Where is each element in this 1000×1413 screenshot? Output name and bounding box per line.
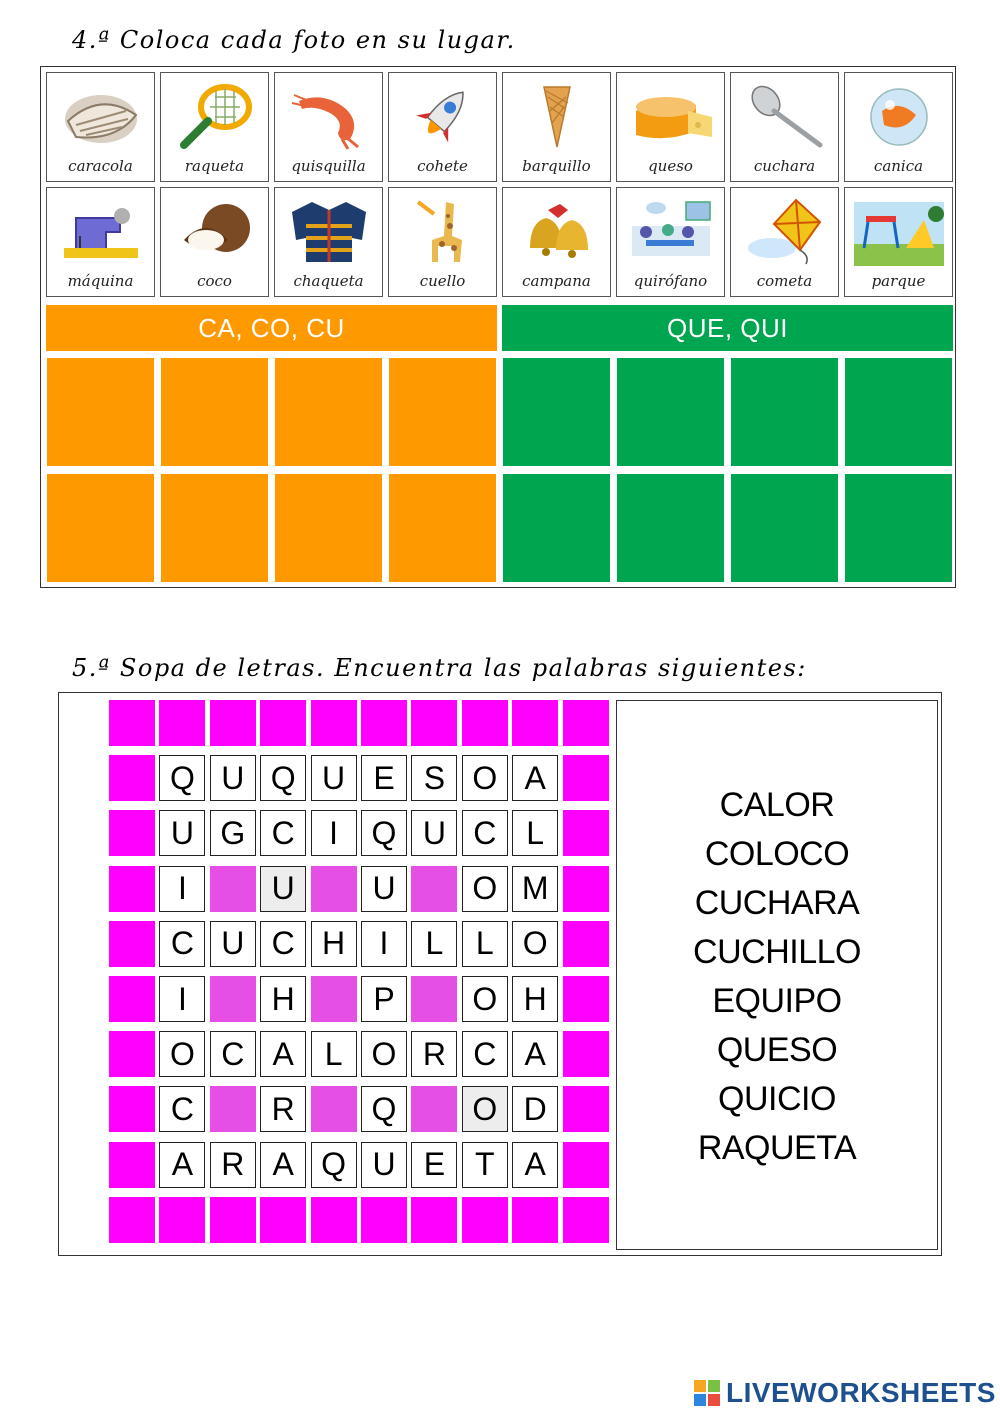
letter-cell[interactable]: Q bbox=[361, 810, 407, 856]
letter-cell[interactable]: T bbox=[462, 1142, 508, 1188]
letter-cell[interactable]: O bbox=[462, 755, 508, 801]
park-icon bbox=[845, 196, 952, 268]
ca-co-cu-drop-slot[interactable] bbox=[388, 473, 497, 583]
grid-border-cell bbox=[411, 700, 457, 746]
grid-border-cell bbox=[462, 700, 508, 746]
letter-cell[interactable]: I bbox=[311, 810, 357, 856]
que-qui-drop-slot[interactable] bbox=[502, 357, 611, 467]
letter-cell[interactable]: Q bbox=[361, 1086, 407, 1132]
coconut-icon bbox=[161, 196, 268, 268]
picture-label: canica bbox=[873, 157, 924, 175]
grid-hole-cell bbox=[210, 1086, 256, 1132]
que-qui-drop-slot[interactable] bbox=[616, 473, 725, 583]
grid-border-cell bbox=[109, 700, 155, 746]
grid-border-cell bbox=[260, 1197, 306, 1243]
grid-border-cell bbox=[109, 976, 155, 1022]
racket-icon bbox=[161, 81, 268, 153]
letter-cell[interactable]: U bbox=[311, 755, 357, 801]
grid-border-cell bbox=[361, 1197, 407, 1243]
grid-border-cell bbox=[109, 1031, 155, 1077]
picture-label: campana bbox=[522, 272, 591, 290]
letter-cell[interactable]: U bbox=[159, 810, 205, 856]
picture-label: parque bbox=[871, 272, 926, 290]
rocket-icon bbox=[389, 81, 496, 153]
letter-cell[interactable]: O bbox=[462, 866, 508, 912]
grid-border-cell bbox=[563, 976, 609, 1022]
picture-label: coco bbox=[197, 272, 232, 290]
picture-card[interactable] bbox=[160, 72, 269, 182]
picture-label: chaqueta bbox=[293, 272, 364, 290]
letter-cell[interactable]: H bbox=[512, 976, 558, 1022]
word-list-item: RAQUETA bbox=[697, 1129, 857, 1167]
grid-border-cell bbox=[311, 1197, 357, 1243]
letter-cell[interactable]: Q bbox=[311, 1142, 357, 1188]
letter-cell[interactable]: I bbox=[159, 976, 205, 1022]
letter-cell[interactable]: M bbox=[512, 866, 558, 912]
giraffe-icon bbox=[389, 196, 496, 268]
ca-co-cu-drop-slot[interactable] bbox=[274, 357, 383, 467]
category-que-qui-header: QUE, QUI bbox=[502, 305, 953, 351]
word-list-item: CUCHARA bbox=[694, 884, 860, 922]
ca-co-cu-drop-slot[interactable] bbox=[160, 473, 269, 583]
letter-cell[interactable]: I bbox=[361, 921, 407, 967]
grid-border-cell bbox=[109, 921, 155, 967]
letter-cell[interactable]: R bbox=[210, 1142, 256, 1188]
ca-co-cu-drop-slot[interactable] bbox=[46, 473, 155, 583]
que-qui-drop-slot[interactable] bbox=[730, 357, 839, 467]
footer-brand bbox=[694, 1376, 996, 1410]
grid-border-cell bbox=[311, 700, 357, 746]
letter-cell[interactable]: H bbox=[311, 921, 357, 967]
grid-border-cell bbox=[563, 810, 609, 856]
picture-label: cometa bbox=[756, 272, 813, 290]
jacket-icon bbox=[275, 196, 382, 268]
picture-card[interactable] bbox=[160, 187, 269, 297]
grid-hole-cell bbox=[411, 1086, 457, 1132]
picture-card[interactable] bbox=[502, 187, 611, 297]
letter-cell[interactable]: U bbox=[361, 1142, 407, 1188]
grid-hole-cell bbox=[411, 866, 457, 912]
letter-cell[interactable]: G bbox=[210, 810, 256, 856]
letter-cell[interactable]: U bbox=[361, 866, 407, 912]
activity-5-heading: 5.ª Sopa de letras. Encuentra las palabras siguientes: bbox=[72, 654, 807, 682]
letter-cell[interactable]: C bbox=[260, 810, 306, 856]
letter-cell[interactable]: U bbox=[260, 866, 306, 912]
grid-hole-cell bbox=[311, 976, 357, 1022]
ca-co-cu-drop-slot[interactable] bbox=[46, 357, 155, 467]
picture-card[interactable] bbox=[616, 72, 725, 182]
grid-border-cell bbox=[109, 1142, 155, 1188]
letter-cell[interactable]: L bbox=[462, 921, 508, 967]
picture-card[interactable] bbox=[844, 187, 953, 297]
letter-cell[interactable]: A bbox=[260, 1031, 306, 1077]
grid-hole-cell bbox=[411, 976, 457, 1022]
bells-icon bbox=[503, 196, 610, 268]
picture-label: raqueta bbox=[184, 157, 245, 175]
letter-cell[interactable]: U bbox=[210, 921, 256, 967]
letter-cell[interactable]: L bbox=[512, 810, 558, 856]
que-qui-drop-slot[interactable] bbox=[844, 473, 953, 583]
letter-cell[interactable]: I bbox=[159, 866, 205, 912]
grid-border-cell bbox=[563, 1086, 609, 1132]
grid-border-cell bbox=[411, 1197, 457, 1243]
letter-cell[interactable]: O bbox=[512, 921, 558, 967]
spoon-icon bbox=[731, 81, 838, 153]
picture-card[interactable] bbox=[502, 72, 611, 182]
letter-cell[interactable]: C bbox=[260, 921, 306, 967]
letter-cell[interactable]: A bbox=[159, 1142, 205, 1188]
picture-label: quirófano bbox=[633, 272, 708, 290]
marble-icon bbox=[845, 81, 952, 153]
letter-cell[interactable]: C bbox=[159, 1086, 205, 1132]
grid-border-cell bbox=[563, 866, 609, 912]
grid-border-cell bbox=[512, 700, 558, 746]
que-qui-drop-slot[interactable] bbox=[730, 473, 839, 583]
picture-card[interactable] bbox=[274, 187, 383, 297]
grid-border-cell bbox=[109, 755, 155, 801]
letter-cell[interactable]: O bbox=[462, 1086, 508, 1132]
letter-cell[interactable]: C bbox=[210, 1031, 256, 1077]
kite-icon bbox=[731, 196, 838, 268]
letter-cell[interactable]: A bbox=[260, 1142, 306, 1188]
grid-border-cell bbox=[563, 1197, 609, 1243]
letter-cell[interactable]: Q bbox=[260, 755, 306, 801]
que-qui-drop-slot[interactable] bbox=[502, 473, 611, 583]
grid-border-cell bbox=[563, 1142, 609, 1188]
operating-room-icon bbox=[617, 196, 724, 268]
letter-cell[interactable]: P bbox=[361, 976, 407, 1022]
letter-cell[interactable]: O bbox=[462, 976, 508, 1022]
letter-cell[interactable]: H bbox=[260, 976, 306, 1022]
picture-label: cuello bbox=[419, 272, 466, 290]
grid-border-cell bbox=[109, 866, 155, 912]
grid-hole-cell bbox=[210, 976, 256, 1022]
picture-card[interactable] bbox=[388, 187, 497, 297]
grid-border-cell bbox=[260, 700, 306, 746]
picture-label: cuchara bbox=[753, 157, 816, 175]
picture-label: caracola bbox=[68, 157, 133, 175]
letter-cell[interactable]: D bbox=[512, 1086, 558, 1132]
word-list-item: QUESO bbox=[716, 1031, 838, 1069]
activity-4-board bbox=[40, 66, 956, 588]
activity-4-heading: 4.ª Coloca cada foto en su lugar. bbox=[72, 26, 516, 54]
grid-hole-cell bbox=[210, 866, 256, 912]
word-list-item: QUICIO bbox=[718, 1080, 836, 1118]
grid-border-cell bbox=[512, 1197, 558, 1243]
letter-cell[interactable]: R bbox=[260, 1086, 306, 1132]
picture-card[interactable] bbox=[844, 72, 953, 182]
letter-cell[interactable]: A bbox=[512, 1142, 558, 1188]
word-list-item: COLOCO bbox=[704, 835, 850, 873]
letter-cell[interactable]: C bbox=[159, 921, 205, 967]
letter-cell[interactable]: A bbox=[512, 755, 558, 801]
cone-icon bbox=[503, 81, 610, 153]
shrimp-icon bbox=[275, 81, 382, 153]
picture-label: barquillo bbox=[522, 157, 591, 175]
letter-cell[interactable]: A bbox=[512, 1031, 558, 1077]
letter-cell[interactable]: O bbox=[159, 1031, 205, 1077]
brand-text: LIVEWORKSHEETS bbox=[726, 1377, 996, 1408]
letter-cell[interactable]: L bbox=[311, 1031, 357, 1077]
word-list-box bbox=[616, 700, 938, 1250]
picture-label: máquina bbox=[67, 272, 134, 290]
grid-border-cell bbox=[109, 810, 155, 856]
category-ca-co-cu-header: CA, CO, CU bbox=[46, 305, 497, 351]
word-list-item: CUCHILLO bbox=[693, 933, 861, 971]
letter-cell[interactable]: Q bbox=[159, 755, 205, 801]
picture-card[interactable] bbox=[274, 72, 383, 182]
grid-border-cell bbox=[361, 700, 407, 746]
grid-border-cell bbox=[563, 1031, 609, 1077]
grid-border-cell bbox=[109, 1197, 155, 1243]
picture-card[interactable] bbox=[46, 187, 155, 297]
grid-border-cell bbox=[159, 700, 205, 746]
letter-cell[interactable]: C bbox=[462, 1031, 508, 1077]
letter-cell[interactable]: E bbox=[411, 1142, 457, 1188]
grid-border-cell bbox=[210, 1197, 256, 1243]
letter-cell[interactable]: U bbox=[411, 810, 457, 856]
ca-co-cu-drop-slot[interactable] bbox=[388, 357, 497, 467]
letter-cell[interactable]: L bbox=[411, 921, 457, 967]
picture-label: cohete bbox=[417, 157, 468, 175]
letter-cell[interactable]: E bbox=[361, 755, 407, 801]
picture-card[interactable] bbox=[46, 72, 155, 182]
ca-co-cu-drop-slot[interactable] bbox=[160, 357, 269, 467]
letter-cell[interactable]: U bbox=[210, 755, 256, 801]
grid-border-cell bbox=[462, 1197, 508, 1243]
letter-cell[interactable]: R bbox=[411, 1031, 457, 1077]
picture-card[interactable] bbox=[730, 187, 839, 297]
picture-label: queso bbox=[648, 157, 693, 175]
cheese-icon bbox=[617, 81, 724, 153]
grid-border-cell bbox=[563, 921, 609, 967]
que-qui-drop-slot[interactable] bbox=[844, 357, 953, 467]
liveworksheets-logo-icon bbox=[694, 1380, 720, 1406]
grid-hole-cell bbox=[311, 1086, 357, 1132]
word-list bbox=[617, 781, 937, 1173]
letter-cell[interactable]: C bbox=[462, 810, 508, 856]
grid-border-cell bbox=[563, 755, 609, 801]
picture-card[interactable] bbox=[616, 187, 725, 297]
grid-border-cell bbox=[210, 700, 256, 746]
letter-cell[interactable]: O bbox=[361, 1031, 407, 1077]
picture-card[interactable] bbox=[730, 72, 839, 182]
picture-card[interactable] bbox=[388, 72, 497, 182]
word-search-grid bbox=[109, 700, 613, 1252]
ca-co-cu-drop-slot[interactable] bbox=[274, 473, 383, 583]
picture-label: quisquilla bbox=[291, 157, 366, 175]
word-list-item: CALOR bbox=[719, 786, 835, 824]
grid-hole-cell bbox=[311, 866, 357, 912]
grid-border-cell bbox=[109, 1086, 155, 1132]
letter-cell[interactable]: S bbox=[411, 755, 457, 801]
grid-border-cell bbox=[563, 700, 609, 746]
grid-border-cell bbox=[159, 1197, 205, 1243]
que-qui-drop-slot[interactable] bbox=[616, 357, 725, 467]
sewing-machine-icon bbox=[47, 196, 154, 268]
word-list-item: EQUIPO bbox=[712, 982, 842, 1020]
shell-icon bbox=[47, 81, 154, 153]
